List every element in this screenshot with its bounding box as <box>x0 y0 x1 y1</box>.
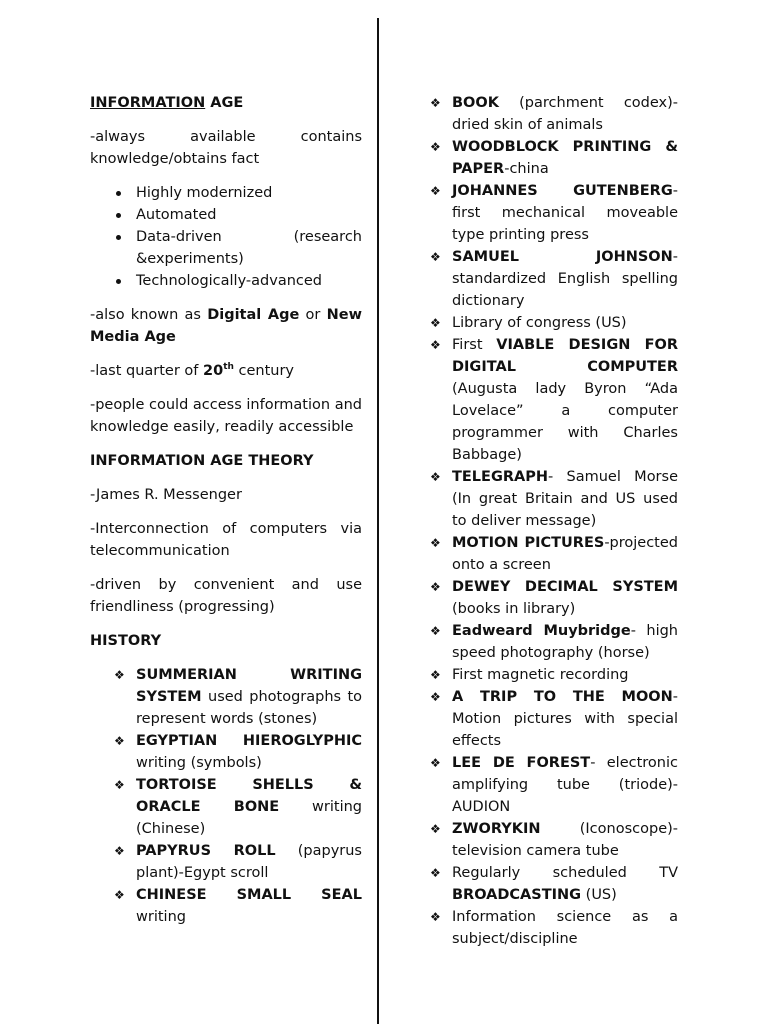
list-item <box>430 862 678 906</box>
diamond-bullet-icon: ❖ <box>430 580 441 594</box>
list-item <box>430 906 678 950</box>
bullet-item: Technologically-advanced <box>114 270 362 292</box>
diamond-bullet-icon: ❖ <box>430 756 441 770</box>
item-bold: Eadweard Muybridge <box>452 623 631 639</box>
list-item <box>430 818 678 862</box>
item-bold: BOOK <box>452 95 499 111</box>
diamond-bullet-icon: ❖ <box>430 316 441 330</box>
bullet-item: Automated <box>114 204 362 226</box>
quarter-pre: -last quarter of <box>90 363 203 379</box>
item-text: (Augusta lady Byron “Ada Lovelace” a computer programmer with Charles Babbage) <box>452 381 678 463</box>
list-item <box>430 246 678 312</box>
item-prefix: First <box>452 337 497 353</box>
characteristics-list <box>90 182 362 292</box>
list-item <box>430 334 678 466</box>
item-bold: PAPYRUS ROLL <box>136 843 276 859</box>
item-text: -china <box>504 161 549 177</box>
item-text: -standardized English spelling dictionary <box>452 249 678 309</box>
section-title-information-age <box>90 92 362 114</box>
list-item <box>430 180 678 246</box>
diamond-bullet-icon: ❖ <box>430 822 441 836</box>
paragraph-driven-by: -driven by convenient and use friendliness (progressing) <box>90 577 362 615</box>
list-item <box>430 686 678 752</box>
item-text: used photographs to represent words (stones) <box>136 689 362 727</box>
item-bold: JOHANNES GUTENBERG <box>452 183 673 199</box>
item-text: -projected onto a screen <box>452 535 678 573</box>
section-title-theory <box>90 450 362 472</box>
diamond-bullet-icon: ❖ <box>114 778 125 792</box>
diamond-bullet-icon: ❖ <box>430 866 441 880</box>
item-text: writing (Chinese) <box>136 799 362 837</box>
aka-digital-age: Digital Age <box>207 307 300 323</box>
item-text: writing <box>136 909 186 925</box>
item-text: - Samuel Morse (In great Britain and US used to deliver message) <box>452 469 678 529</box>
list-item <box>430 664 678 686</box>
diamond-bullet-icon: ❖ <box>430 536 441 550</box>
bullet-item: Highly modernized <box>114 182 362 204</box>
history-title: HISTORY <box>90 633 162 649</box>
diamond-bullet-icon: ❖ <box>430 96 441 110</box>
item-bold: A TRIP TO THE MOON <box>452 689 673 705</box>
item-text: -Motion pictures with special effects <box>452 689 678 749</box>
item-bold: MOTION PICTURES <box>452 535 605 551</box>
diamond-bullet-icon: ❖ <box>114 844 125 858</box>
item-bold: TELEGRAPH <box>452 469 548 485</box>
item-bold: WOODBLOCK PRINTING & PAPER <box>452 139 678 177</box>
list-item <box>114 664 362 730</box>
item-text: (US) <box>581 887 617 903</box>
quarter-number: 20 <box>203 363 224 379</box>
theory-title: INFORMATION AGE THEORY <box>90 453 314 469</box>
diamond-bullet-icon: ❖ <box>430 140 441 154</box>
paragraph-messenger: -James R. Messenger <box>90 487 242 503</box>
list-item <box>430 576 678 620</box>
item-text: (books in library) <box>452 601 576 617</box>
list-item <box>114 730 362 774</box>
diamond-bullet-icon: ❖ <box>430 470 441 484</box>
paragraph-also-known-as <box>90 304 362 348</box>
timeline-list <box>430 92 678 950</box>
list-item <box>114 840 362 884</box>
diamond-bullet-icon: ❖ <box>114 668 125 682</box>
left-column <box>90 92 362 928</box>
item-text: - first mechanical moveable type printing press <box>452 183 678 243</box>
paragraph-interconnection: -Interconnection of computers via telecommunication <box>90 521 362 559</box>
paragraph-last-quarter <box>90 360 362 382</box>
list-item <box>430 312 678 334</box>
list-item <box>430 466 678 532</box>
bullet-item: Data-driven (research &experiments) <box>114 226 362 270</box>
item-text: Library of congress (US) <box>452 315 627 331</box>
item-bold: ZWORYKIN <box>452 821 541 837</box>
diamond-bullet-icon: ❖ <box>430 690 441 704</box>
diamond-bullet-icon: ❖ <box>430 910 441 924</box>
diamond-bullet-icon: ❖ <box>430 338 441 352</box>
list-item <box>430 532 678 576</box>
item-bold: TORTOISE SHELLS & ORACLE BONE <box>136 777 362 815</box>
quarter-post: century <box>233 363 295 379</box>
aka-mid: or <box>299 307 327 323</box>
list-item <box>114 774 362 840</box>
column-divider <box>377 18 379 1024</box>
item-text: (Iconoscope)-television camera tube <box>452 821 678 859</box>
item-bold: SAMUEL JOHNSON <box>452 249 673 265</box>
diamond-bullet-icon: ❖ <box>114 734 125 748</box>
item-bold: LEE DE FOREST <box>452 755 591 771</box>
paragraph-people-access: -people could access information and knowledge easily, readily accessible <box>90 397 362 435</box>
item-bold: EGYPTIAN HIEROGLYPHIC <box>136 733 362 749</box>
diamond-bullet-icon: ❖ <box>430 624 441 638</box>
list-item <box>430 752 678 818</box>
aka-new-media-age: New Media Age <box>90 307 362 345</box>
list-item <box>430 92 678 136</box>
item-prefix: Regularly scheduled TV <box>452 865 678 881</box>
item-text: Information science as a subject/discipline <box>452 909 678 947</box>
aka-pre: -also known as <box>90 307 208 323</box>
title-rest: AGE <box>205 95 244 111</box>
diamond-bullet-icon: ❖ <box>430 668 441 682</box>
diamond-bullet-icon: ❖ <box>430 184 441 198</box>
diamond-bullet-icon: ❖ <box>430 250 441 264</box>
section-title-history <box>90 630 362 652</box>
list-item <box>114 884 362 928</box>
item-text: - electronic amplifying tube (triode)-AUDION <box>452 755 678 815</box>
history-list <box>90 664 362 928</box>
item-text: writing (symbols) <box>136 755 262 771</box>
item-bold: DEWEY DECIMAL SYSTEM <box>452 579 678 595</box>
right-column <box>430 92 678 950</box>
quarter-suffix: th <box>223 362 234 373</box>
item-bold: SUMMERIAN WRITING SYSTEM <box>136 667 362 705</box>
paragraph-always-available: -always available contains knowledge/obtains fact <box>90 129 362 167</box>
list-item <box>430 136 678 180</box>
item-bold: VIABLE DESIGN FOR DIGITAL COMPUTER <box>452 337 678 375</box>
diamond-bullet-icon: ❖ <box>114 888 125 902</box>
item-text: (parchment codex)-dried skin of animals <box>452 95 678 133</box>
item-bold: CHINESE SMALL SEAL <box>136 887 362 903</box>
item-text: First magnetic recording <box>452 667 629 683</box>
item-text: (papyrus plant)-Egypt scroll <box>136 843 362 881</box>
item-bold: BROADCASTING <box>452 887 582 903</box>
item-text: - high speed photography (horse) <box>452 623 678 661</box>
list-item <box>430 620 678 664</box>
title-underlined: INFORMATION <box>90 95 206 111</box>
